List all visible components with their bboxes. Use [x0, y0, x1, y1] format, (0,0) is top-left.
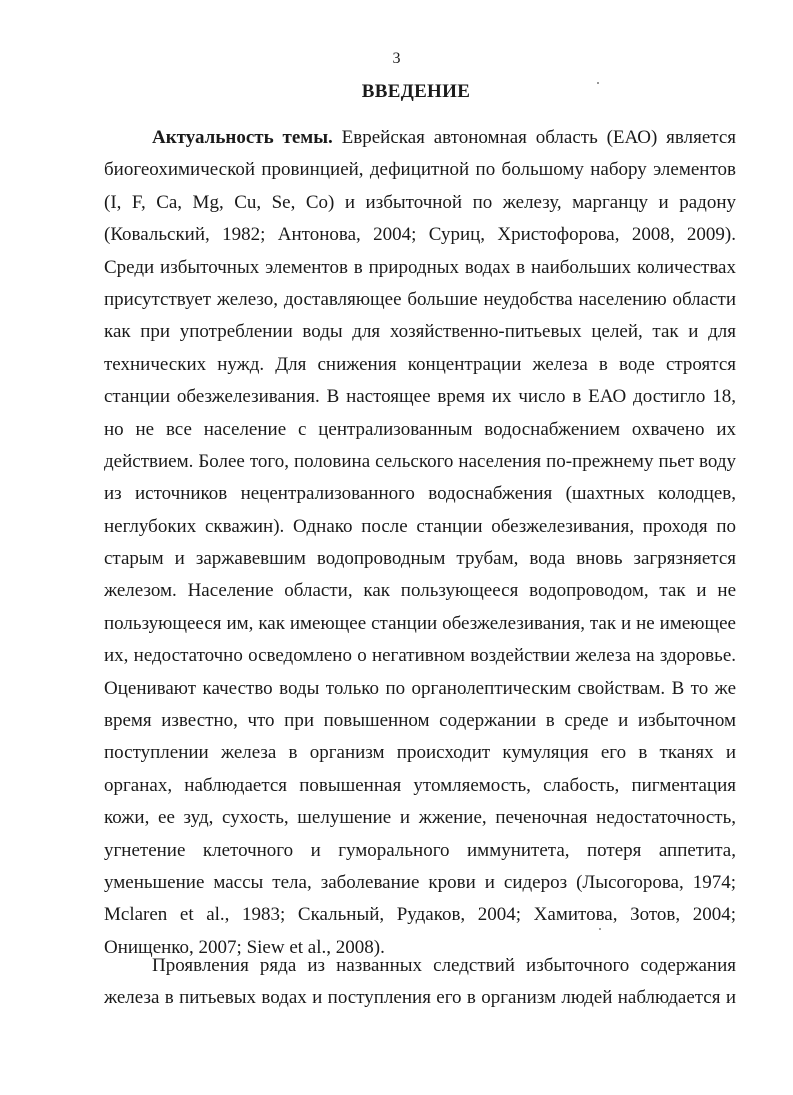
text-line: как при употреблении воды для хозяйственно-питьевых целей, так и для [104, 321, 736, 343]
text-line: время известно, что при повышенном содержании в среде и избыточном [104, 710, 736, 732]
paragraph-manifestations [104, 950, 736, 1015]
text-line: но не все население с централизованным водоснабжением охвачено их [104, 418, 736, 440]
page-number: 3 [392, 50, 401, 67]
text-line: поступлении железа в организм происходит кумуляция его в тканях и [104, 742, 736, 764]
text-line-content: Еврейская автономная область (ЕАО) является [341, 127, 736, 148]
text-line: станции обезжелезивания. В настоящее время их число в ЕАО достигло 18, [104, 386, 736, 408]
text-line: Проявления ряда из названных следствий избыточного содержания [152, 955, 736, 976]
text-line: кожи, ее зуд, сухость, шелушение и жжение, печеночная недостаточность, [104, 807, 736, 829]
text-line: уменьшение массы тела, заболевание крови и сидероз (Лысогорова, 1974; [104, 871, 736, 893]
text-line: (I, F, Ca, Mg, Cu, Se, Co) и избыточной по железу, марганцу и радону [104, 191, 736, 213]
text-line: Оценивают качество воды только по органолептическим свойствам. В то же [104, 677, 736, 699]
text-line: угнетение клеточного и гуморального иммунитета, потеря аппетита, [104, 839, 736, 861]
text-line: их, недостаточно осведомлено о негативном воздействии железа на здоровье. [104, 645, 736, 667]
text-line: неглубоких скважин). Однако после станции обезжелезивания, проходя по [104, 515, 736, 537]
text-line: технических нужд. Для снижения концентрации железа в воде строятся [104, 353, 736, 375]
text-line: (Ковальский, 1982; Антонова, 2004; Суриц, Христофорова, 2008, 2009). [104, 224, 736, 246]
text-line: из источников нецентрализованного водоснабжения (шахтных колодцев, [104, 483, 736, 505]
scan-speck [597, 82, 599, 84]
lead-phrase: Актуальность темы. [152, 127, 333, 148]
text-line: Mclaren et al., 1983; Скальный, Рудаков, 2004; Хамитова, Зотов, 2004; [104, 904, 736, 926]
section-heading: ВВЕДЕНИЕ [361, 81, 471, 102]
scan-speck [599, 928, 601, 930]
text-line: действием. Более того, половина сельского населения по-прежнему пьет воду [104, 450, 736, 472]
text-line: Онищенко, 2007; Siew et al., 2008). [104, 936, 385, 958]
text-line: железа в питьевых водах и поступления его в организм людей наблюдается и [104, 987, 736, 1009]
text-line: старым и заржавевшим водопроводным трубам, вода вновь загрязняется [104, 548, 736, 570]
paragraph-relevance [104, 122, 736, 964]
text-line: пользующееся им, как имеющее станции обезжелезивания, так и не имеющее [104, 612, 736, 634]
text-line: присутствует железо, доставляющее большие неудобства населению области [104, 288, 736, 310]
text-line: Среди избыточных элементов в природных водах в наибольших количествах [104, 256, 736, 278]
text-line: органах, наблюдается повышенная утомляемость, слабость, пигментация [104, 774, 736, 796]
text-line: железом. Население области, как пользующееся водопроводом, так и не [104, 580, 736, 602]
text-line [104, 122, 736, 154]
text-line: биогеохимической провинцией, дефицитной по большому набору элементов [104, 159, 736, 181]
